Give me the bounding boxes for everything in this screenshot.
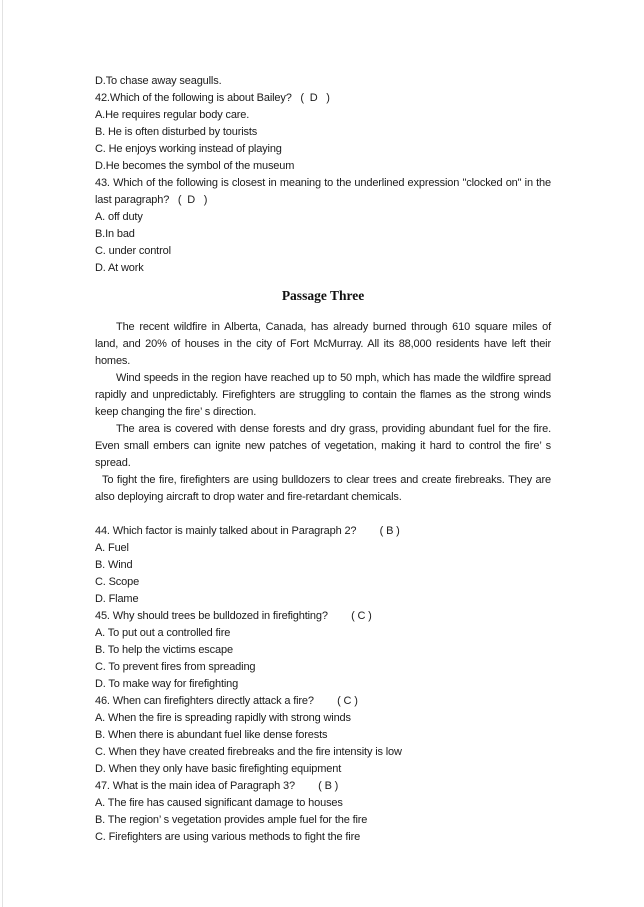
question-42-stem: 42.Which of the following is about Bailey? ( D ) xyxy=(95,92,330,104)
passage-paragraph-2: Wind speeds in the region have reached up to 50 mph, which has made the wildfire spread rapidly and unpredictably. Firefighters are struggling to contain the flames as the strong winds keep changing the fire’ s direction. xyxy=(95,372,554,418)
option-line: C. He enjoys working instead of playing xyxy=(95,143,282,155)
option-line: D.He becomes the symbol of the museum xyxy=(95,160,295,172)
option-line: A. Fuel xyxy=(95,542,129,554)
question-47-stem: 47. What is the main idea of Paragraph 3? ( B ) xyxy=(95,780,339,792)
option-line: C. Scope xyxy=(95,576,140,588)
option-line: C. When they have created firebreaks and the fire intensity is low xyxy=(95,746,402,758)
passage-paragraph-4: To fight the fire, firefighters are using bulldozers to clear trees and create firebreaks. They are also deploying aircraft to drop water and fire-retardant chemicals. xyxy=(95,474,554,503)
option-line: B. He is often disturbed by tourists xyxy=(95,126,258,138)
option-line: A. When the fire is spreading rapidly with strong winds xyxy=(95,712,351,724)
page-left-edge xyxy=(2,0,3,907)
passage-paragraph-3: The area is covered with dense forests and dry grass, providing abundant fuel for the fire. Even small embers can ignite new patches of vegetation, making it hard to control the fire’ s spread. xyxy=(95,423,554,469)
question-44-stem: 44. Which factor is mainly talked about in Paragraph 2? ( B ) xyxy=(95,525,400,537)
option-line: A.He requires regular body care. xyxy=(95,109,250,121)
passage-heading: Passage Three xyxy=(281,288,365,303)
option-line: B.In bad xyxy=(95,228,135,240)
option-line: A. To put out a controlled fire xyxy=(95,627,231,639)
option-line: C. under control xyxy=(95,245,171,257)
option-line: D.To chase away seagulls. xyxy=(95,75,222,87)
option-line: B. When there is abundant fuel like dense forests xyxy=(95,729,328,741)
document-content xyxy=(95,73,554,846)
question-45-stem: 45. Why should trees be bulldozed in firefighting? ( C ) xyxy=(95,610,372,622)
option-line: B. The region’ s vegetation provides ample fuel for the fire xyxy=(95,814,368,826)
option-line: D. To make way for firefighting xyxy=(95,678,239,690)
question-43-stem: 43. Which of the following is closest in meaning to the underlined expression "clocked on" in the last paragraph? ( D ) xyxy=(95,177,554,206)
option-line: C. To prevent fires from spreading xyxy=(95,661,256,673)
option-line: B. Wind xyxy=(95,559,133,571)
question-46-stem: 46. When can firefighters directly attack a fire? ( C ) xyxy=(95,695,358,707)
option-line: D. Flame xyxy=(95,593,139,605)
option-line: B. To help the victims escape xyxy=(95,644,233,656)
blank-line xyxy=(95,506,551,523)
option-line: A. The fire has caused significant damage to houses xyxy=(95,797,343,809)
option-line: D. When they only have basic firefighting equipment xyxy=(95,763,342,775)
option-line: C. Firefighters are using various methods to fight the fire xyxy=(95,831,361,843)
option-line: D. At work xyxy=(95,262,144,274)
option-line: A. off duty xyxy=(95,211,143,223)
passage-paragraph-1: The recent wildfire in Alberta, Canada, has already burned through 610 square miles of land, and 20% of houses in the city of Fort McMurray. All its 88,000 residents have left their homes. xyxy=(95,321,554,367)
